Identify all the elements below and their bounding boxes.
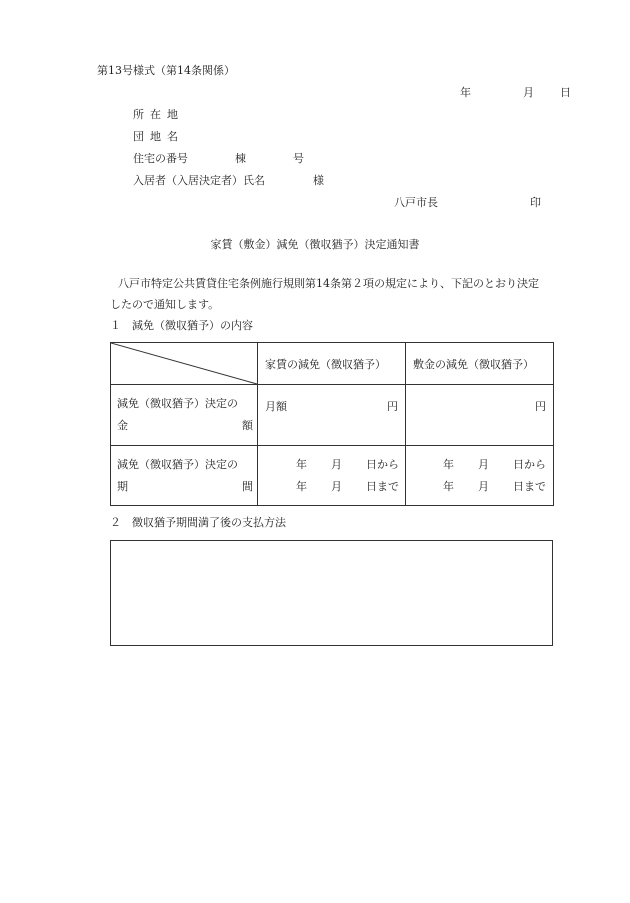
period-label-line1: 減免（徴収猶予）決定の bbox=[117, 457, 238, 471]
deposit-period-from bbox=[406, 454, 553, 476]
until-unit: 日まで bbox=[513, 479, 546, 493]
date-day: 日 bbox=[560, 86, 571, 99]
housing-number-line bbox=[133, 152, 304, 166]
payment-method-box bbox=[110, 540, 553, 646]
date-month: 月 bbox=[523, 86, 534, 99]
rent-yen-unit: 円 bbox=[387, 400, 398, 413]
date-line bbox=[460, 86, 571, 100]
row-label-amount bbox=[111, 385, 258, 446]
body-line-2: したので通知します。 bbox=[110, 298, 220, 311]
date-year: 年 bbox=[460, 86, 471, 99]
year-unit: 年 bbox=[443, 457, 454, 471]
diagonal-header-cell bbox=[111, 343, 258, 385]
amount-label-char-b: 額 bbox=[242, 419, 253, 432]
month-unit: 月 bbox=[331, 479, 342, 493]
deposit-amount-cell bbox=[406, 385, 554, 446]
period-label-char-a: 期 bbox=[117, 479, 128, 493]
resident-label: 入居者（入居決定者）氏名 bbox=[133, 174, 265, 187]
row-label-period bbox=[111, 446, 258, 506]
from-unit: 日から bbox=[513, 457, 546, 471]
rent-amount-cell bbox=[258, 385, 406, 446]
location-label: 所在地 bbox=[133, 108, 184, 121]
honorific: 様 bbox=[313, 174, 324, 187]
col-header-rent: 家賃の減免（徴収猶予） bbox=[258, 343, 406, 385]
rent-period-cell bbox=[258, 446, 406, 506]
month-unit: 月 bbox=[478, 457, 489, 471]
until-unit: 日まで bbox=[366, 479, 399, 493]
section1-heading: １ 減免（徴収猶予）の内容 bbox=[110, 319, 253, 332]
resident-line bbox=[133, 174, 324, 188]
period-label-char-b: 間 bbox=[242, 479, 253, 493]
issuer-name: 八戸市長 bbox=[394, 196, 438, 209]
reduction-table bbox=[110, 342, 554, 506]
from-unit: 日から bbox=[366, 457, 399, 471]
section2-heading: ２ 徴収猶予期間満了後の支払方法 bbox=[110, 516, 286, 529]
year-unit: 年 bbox=[443, 479, 454, 493]
rent-period-until bbox=[258, 476, 405, 498]
form-number: 第13号様式（第14条関係） bbox=[97, 64, 235, 77]
month-unit: 月 bbox=[478, 479, 489, 493]
rent-period-from bbox=[258, 454, 405, 476]
deposit-yen-unit: 円 bbox=[535, 400, 546, 413]
building-unit: 棟 bbox=[235, 152, 246, 165]
diagonal-line bbox=[111, 343, 257, 384]
body-line-1: 八戸市特定公共賃貸住宅条例施行規則第14条第２項の規定により、下記のとおり決定 bbox=[118, 277, 539, 290]
deposit-period-until bbox=[406, 476, 553, 498]
amount-label-line1: 減免（徴収猶予）決定の bbox=[117, 397, 238, 410]
number-unit: 号 bbox=[293, 152, 304, 165]
monthly-label: 月額 bbox=[265, 400, 287, 413]
document-title: 家賃（敷金）減免（徴収猶予）決定通知書 bbox=[210, 238, 420, 251]
month-unit: 月 bbox=[331, 457, 342, 471]
year-unit: 年 bbox=[296, 479, 307, 493]
housing-number-label: 住宅の番号 bbox=[133, 152, 188, 165]
deposit-period-cell bbox=[406, 446, 554, 506]
year-unit: 年 bbox=[296, 457, 307, 471]
complex-name-label: 団地名 bbox=[133, 130, 184, 143]
col-header-deposit: 敷金の減免（徴収猶予） bbox=[406, 343, 554, 385]
amount-label-char-a: 金 bbox=[117, 419, 128, 432]
seal-mark: 印 bbox=[530, 196, 541, 209]
